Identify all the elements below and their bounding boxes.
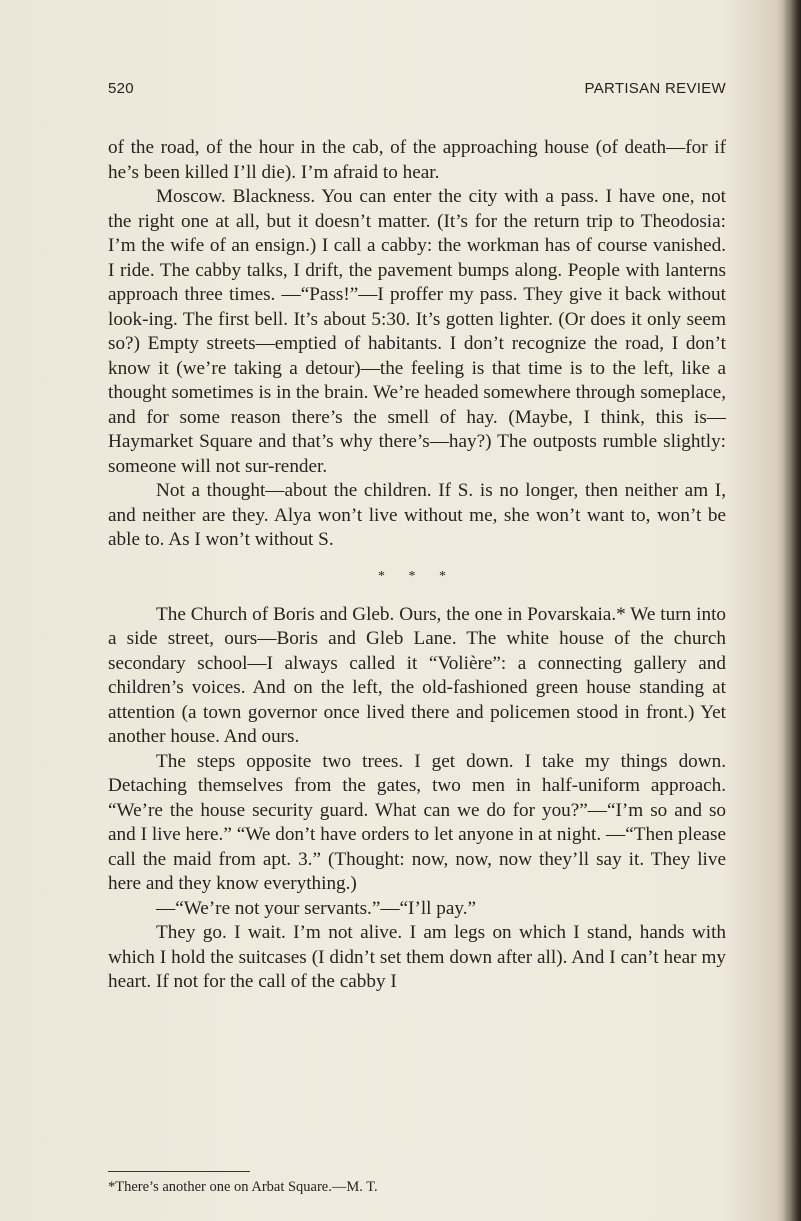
running-header: [108, 80, 726, 102]
footnote-rule: [108, 1171, 250, 1172]
paragraph-3: Not a thought—about the children. If S. is no longer, then neither am I, and neither are they. Alya won’t live without me, she won’t want to, won’t be able to. As I won’t without S.: [108, 480, 726, 550]
main-text: [108, 136, 726, 995]
page-binding-shadow: [783, 0, 801, 1221]
section-separator: * * *: [378, 568, 456, 584]
paragraph-6: —“We’re not your servants.”—“I’ll pay.”: [156, 897, 477, 919]
paragraph-2: Moscow. Blackness. You can enter the city with a pass. I have one, not the right one at all, but it doesn’t matter. (It’s for the return trip to Theodosia: I’m the wife of an ensign.) I call a cabby: the workman has of course vanished. I ride. The cabby talks, I drift, the pavement bumps along. People with lanterns approach three times. —“Pass!”—I proffer my pass. They give it back without look-ing. The first bell. It’s about 5:30. It’s gotten lighter. (Or does it only seem so?) Empty streets—emptied of habitants. I don’t recognize the road, I don’t know it (we’re taking a detour)—the feeling is that time is to the left, like a thought sometimes is in the brain. We’re headed somewhere through someplace, and for some reason there’s the smell of hay. (Maybe, I think, this is—Haymarket Square and that’s why there’s—hay?) The outposts rumble slightly: someone will not sur-render.: [108, 186, 726, 477]
footnote: *There’s another one on Arbat Square.—M. T.: [108, 1179, 378, 1195]
paragraph-4: The Church of Boris and Gleb. Ours, the one in Povarskaia.* We turn into a side street, ours—Boris and Gleb Lane. The white house of the church secondary school—I always called it “Volière”: a connecting gallery and children’s voices. And on the left, the old-fashioned green house standing at attention (a town governor once lived there and policemen stood in front.) Yet another house. And ours.: [108, 603, 726, 747]
paragraph-5: The steps opposite two trees. I get down. I take my things down. Detaching themselves from the gates, two men in half-uniform approach. “We’re the house security guard. What can we do for you?”—“I’m so and so and I live here.” “We don’t have orders to let anyone in at night. —“Then please call the maid from apt. 3.” (Thought: now, now, now they’ll say it. They live here and they know everything.): [108, 750, 726, 894]
page-number: 520: [108, 80, 134, 97]
journal-title: PARTISAN REVIEW: [584, 80, 726, 97]
paragraph-7: They go. I wait. I’m not alive. I am legs on which I stand, hands with which I hold the suitcases (I didn’t set them down after all). And I can’t hear my heart. If not for the call of the cabby I: [108, 922, 726, 992]
paragraph-1: of the road, of the hour in the cab, of the approaching house (of death—for if he’s been killed I’ll die). I’m afraid to hear.: [108, 137, 726, 183]
